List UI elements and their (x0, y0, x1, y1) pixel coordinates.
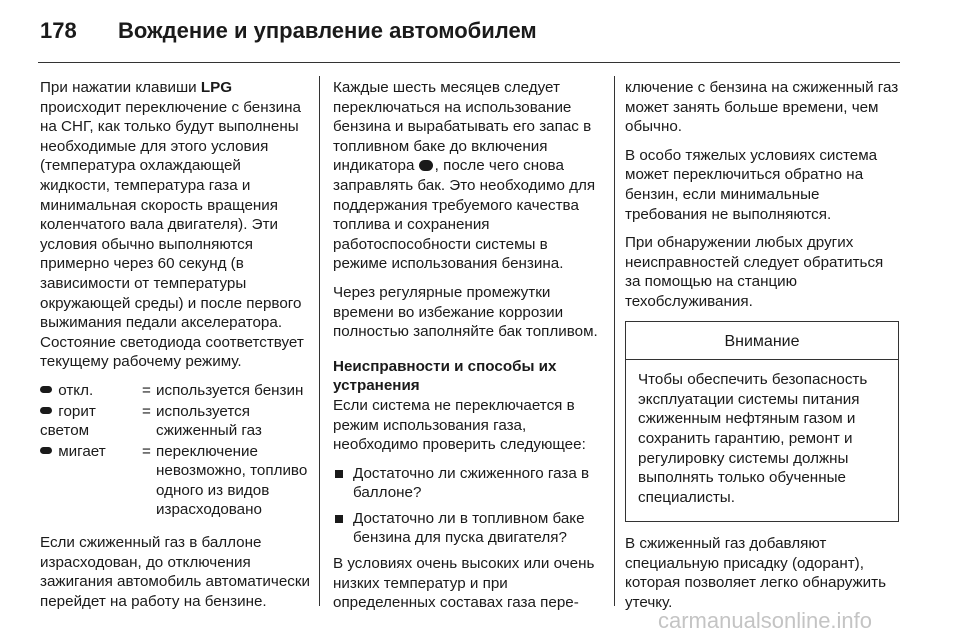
petrol-use-paragraph: Каждые шесть месяцев следует переключаться на использование бензина и вырабатывать его запас в топливном баке до включения индикатора , после чего снова заправлять бак. Это необходимо для поддержания требуемого качества топлива и сохранения работоспособности системы в режиме использования бензина. (333, 79, 596, 273)
led-indicator-icon (40, 386, 52, 393)
page-header (40, 18, 537, 44)
lpg-key-label: LPG (200, 79, 233, 96)
page-title: Вождение и управление автомобилем (118, 18, 537, 43)
list-item: Достаточно ли в топливном баке бензина для пуска двигателя? (333, 509, 606, 548)
fuel-indicator-icon (419, 160, 433, 171)
led-status-table (40, 381, 310, 521)
table-row: горит светом = используется сжиженный газ (40, 402, 262, 440)
service-paragraph: При обнаружении любых других неисправностей следует обратиться за помощью на станцию техобслуживания. (625, 234, 884, 310)
column-1 (40, 78, 310, 620)
temperature-paragraph: В условиях очень высоких или очень низких температур и при определенных составах газа пере- (333, 555, 595, 612)
list-item: Достаточно ли сжиженного газа в баллоне? (333, 464, 606, 503)
watermark: carmanualsonline.info (658, 608, 873, 633)
troubleshooting-section (333, 357, 606, 455)
column-3 (625, 78, 899, 622)
odorant-paragraph: В сжиженный газ добавляют специальную присадку (одорант), которая позволяет легко обнаружить утечку. (625, 535, 887, 612)
column-2 (333, 78, 606, 622)
column-divider-1 (319, 76, 320, 606)
page-number: 178 (40, 18, 77, 43)
led-indicator-icon (40, 407, 52, 414)
warning-title: Внимание (626, 322, 898, 361)
led-indicator-icon (40, 447, 52, 454)
lpg-paragraph: При нажатии клавиши LPG происходит переключение с бензина на СНГ, как только будут выполнены необходимые для этого условия (температура охлаждающей жидкости, температура газа и минимальная скорость вращения коленчатого вала двигателя). Эти условия обычно выполняются примерно через 60 секунд (в зависимости от температуры окружающей среды) и после первого выжимания педали акселератора. Состояние светодиода соответствует текущему рабочему режиму. (40, 79, 304, 371)
warning-text: Чтобы обеспечить безопасность эксплуатации системы питания сжиженным нефтяным газом и сохранить гарантию, ремонт и регулировку системы должны выполнять только обученные специалисты. (638, 371, 868, 506)
section-heading: Неисправности и способы их устранения (333, 357, 557, 395)
warning-box (625, 321, 899, 523)
section-intro: Если система не переключается в режим использования газа, необходимо проверить следующее: (333, 396, 586, 454)
switch-time-paragraph: ключение с бензина на сжиженный газ может занять больше времени, чем обычно. (625, 79, 899, 136)
column-divider-2 (614, 76, 615, 606)
table-row: мигает = переключение невозможно, топливо одного из видов израсходовано (40, 442, 310, 521)
table-row: откл. = используется бензин (40, 381, 310, 402)
corrosion-paragraph: Через регулярные промежутки времени во избежание коррозии полностью заполняйте бак топливом. (333, 283, 598, 341)
header-rule (38, 62, 900, 63)
empty-tank-paragraph: Если сжиженный газ в баллоне израсходован, до отключения зажигания автомобиль автоматически перейдет на работу на бензине. (40, 534, 310, 610)
fallback-paragraph: В особо тяжелых условиях система может переключиться обратно на бензин, если минимальные требования не выполняются. (625, 146, 878, 223)
